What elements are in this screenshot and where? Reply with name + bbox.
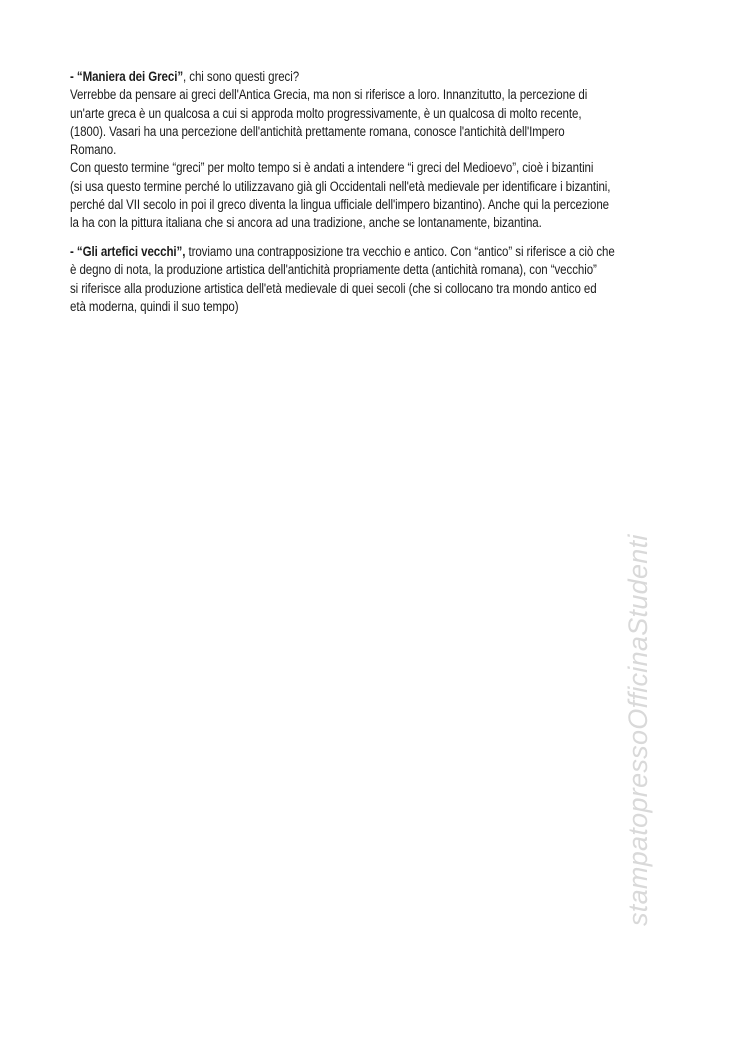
text-line: età moderna, quindi il suo tempo) — [70, 299, 239, 315]
watermark-text: stampatopressoOfficinaStudenti — [623, 534, 653, 926]
section1-heading-line — [70, 68, 615, 86]
section2-heading-line — [70, 243, 615, 261]
text-line: Verrebbe da pensare ai greci dell'Antica Grecia, ma non si riferisce a loro. Innanzitutto, la percezione di — [70, 87, 588, 103]
text-line: (si usa questo termine perché lo utilizzavano già gli Occidentali nell'età medievale per identificare i bizantini, — [70, 178, 611, 194]
text-line: perché dal VII secolo in poi il greco diventa la lingua ufficiale dell'impero bizantino). Anche qui la percezione — [70, 197, 610, 213]
body-text — [70, 68, 615, 316]
text-line: un'arte greca è un qualcosa a cui si approda molto progressivamente, è un qualcosa di molto recente, — [70, 105, 582, 121]
text-line: è degno di nota, la produzione artistica dell'antichità propriamente detta (antichità romana), con “vecchio” — [70, 262, 597, 278]
text-line: si riferisce alla produzione artistica dell'età medievale di quei secoli (che si collocano tra mondo antico ed — [70, 280, 597, 296]
text-line: la ha con la pittura italiana che si ancora ad una tradizione, anche se lontanamente, bizantina. — [70, 215, 542, 231]
text-line: Con questo termine “greci” per molto tempo si è andati a intendere “i greci del Medioevo”, cioè i bizantini — [70, 160, 594, 176]
text-line: (1800). Vasari ha una percezione dell'antichità prettamente romana, conosce l'antichità dell'Impero — [70, 123, 565, 139]
text-line: Romano. — [70, 142, 117, 158]
section2-heading-rest: troviamo una contrapposizione tra vecchio e antico. Con “antico” si riferisce a ciò che — [185, 244, 615, 260]
section1-term-bold: - “Maniera dei Greci” — [70, 69, 184, 84]
section1-heading-rest: , chi sono questi greci? — [183, 69, 300, 84]
section2-term-bold: - “Gli artefici vecchi”, — [70, 244, 186, 260]
